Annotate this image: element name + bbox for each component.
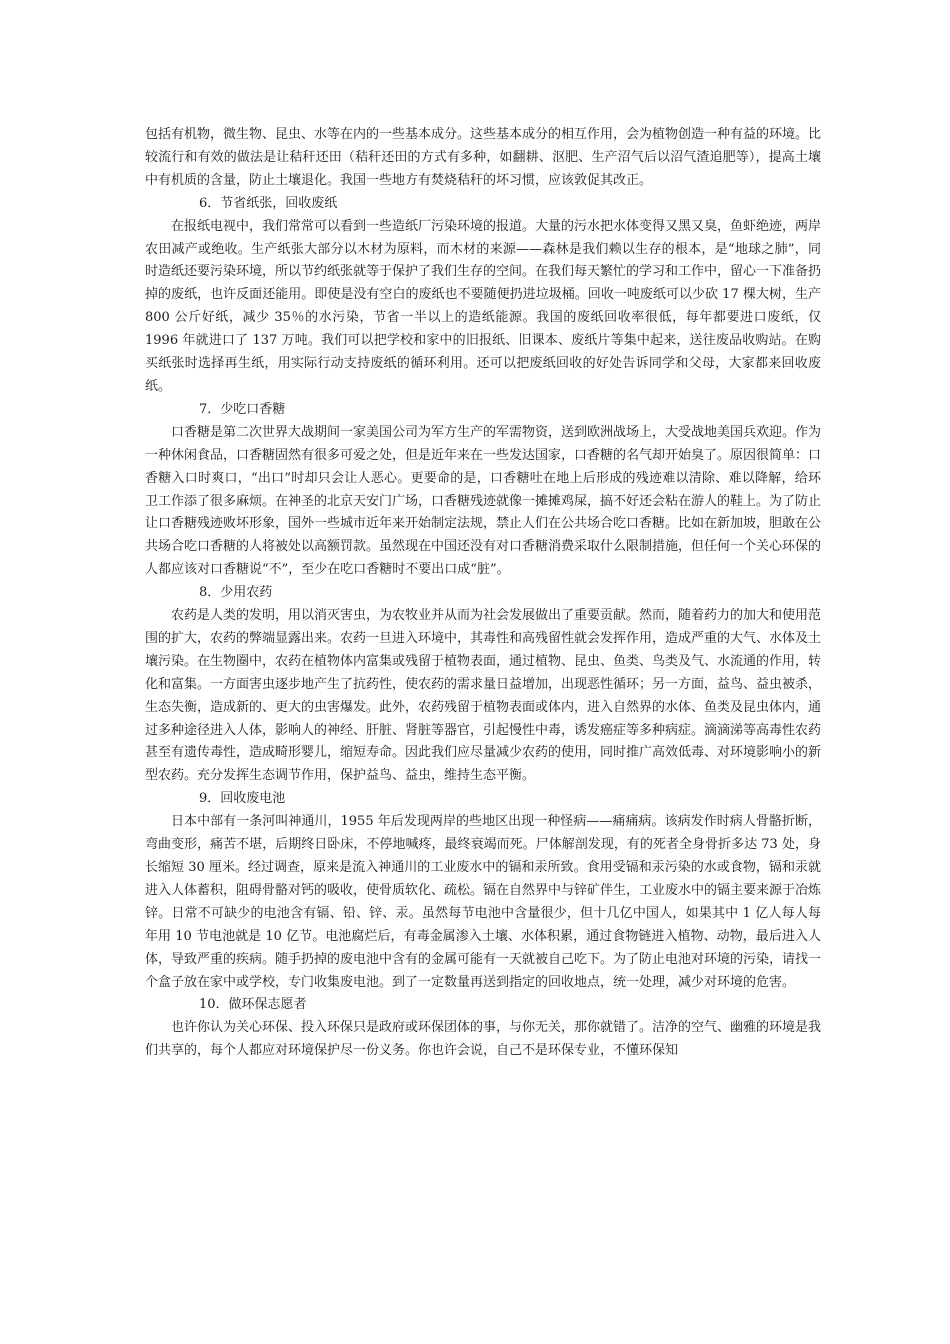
document-page (145, 124, 821, 1063)
heading-volunteer: 10．做环保志愿者 (199, 997, 307, 1013)
heading-pesticides: 8．少用农药 (199, 585, 273, 601)
paragraph-volunteer: 也许你认为关心环保、投入环保只是政府或环保团体的事，与你无关，那你就错了。洁净的空气、幽雅的环境是我们共享的，每个人都应对环境保护尽一份义务。你也许会说，自己不是环保专业，不懂环保知 (145, 1020, 822, 1059)
paragraph-pesticides: 农药是人类的发明，用以消灭害虫，为农牧业并从而为社会发展做出了重要贡献。然而，随着药力的加大和使用范围的扩大，农药的弊端显露出来。农药一旦进入环境中，其毒性和高残留性就会发挥作用，造成严重的大气、水体及土壤污染。在生物圈中，农药在植物体内富集或残留于植物表面，通过植物、昆虫、鱼类、鸟类及气、水流通的作用，转化和富集。一方面害虫逐步地产生了抗药性，使农药的需求量日益增加，出现恶性循环；另一方面，益鸟、益虫被杀，生态失衡，造成新的、更大的虫害爆发。此外，农药残留于植物表面或体内，进入自然界的水体、鱼类及昆虫体内，通过多种途径进入人体，影响人的神经、肝脏、肾脏等器官，引起慢性中毒，诱发癌症等多种病症。滴滴涕等高毒性农药甚至有遗传毒性，造成畸形婴儿，缩短寿命。因此我们应尽量减少农药的使用，同时推广高效低毒、对环境影响小的新型农药。充分发挥生态调节作用，保护益鸟、益虫，维持生态平衡。 (145, 608, 822, 784)
paragraph-straw-return: 包括有机物，微生物、昆虫、水等在内的一些基本成分。这些基本成分的相互作用，会为植物创造一种有益的环境。比较流行和有效的做法是让秸秆还田（秸秆还田的方式有多种，如翻耕、沤肥、生产沼气后以沼气渣追肥等），提高土壤中有机质的含量，防止土壤退化。我国一些地方有焚烧秸秆的坏习惯，应该敦促其改正。 (145, 127, 822, 188)
paragraph-batteries: 日本中部有一条河叫神通川，1955 年后发现两岸的些地区出现一种怪病——痛痛病。该病发作时病人骨骼折断，弯曲变形，痛苦不堪，后期终日卧床，不停地喊疼，最终衰竭而死。尸体解剖发现，有的死者全身骨折多达 73 处，身长缩短 30 厘米。经过调查，原来是流入神通川的工业废水中的镉和汞所致。食用受镉和汞污染的水或食物，镉和汞就进入人体蓄积，阻碍骨骼对钙的吸收，使骨质软化、疏松。镉在自然界中与锌矿伴生，工业废水中的镉主要来源于冶炼锌。日常不可缺少的电池含有镉、铅、锌、汞。虽然每节电池中含量很少，但十几亿中国人，如果其中 1 亿人每人每年用 10 节电池就是 10 亿节。电池腐烂后，有毒金属渗入土壤、水体积累，通过食物链进入植物、动物，最后进入人体，导致严重的疾病。随手扔掉的废电池中含有的金属可能有一天就被自己吃下。为了防止电池对环境的污染，请找一个盒子放在家中或学校，专门收集废电池。到了一定数量再送到指定的回收地点，统一处理，减少对环境的危害。 (145, 814, 822, 990)
paragraph-save-paper: 在报纸电视中，我们常常可以看到一些造纸厂污染环境的报道。大量的污水把水体变得又黑又臭，鱼虾绝迹，两岸农田减产或绝收。生产纸张大部分以木材为原料，而木材的来源——森林是我们赖以生存的根本，是“地球之肺”，同时造纸还要污染环境，所以节约纸张就等于保护了我们生存的空间。在我们每天繁忙的学习和工作中，留心一下准备扔掉的废纸，也许反面还能用。即使是没有空白的废纸也不要随便扔进垃圾桶。回收一吨废纸可以少砍 17 棵大树，生产 800 公斤好纸，减少 35％的水污染，节省一半以上的造纸能源。我国的废纸回收率很低，每年都要进口废纸，仅 1996 年就进口了 137 万吨。我们可以把学校和家中的旧报纸、旧课本、废纸片等集中起来，送往废品收购站。在购买纸张时选择再生纸，用实际行动支持废纸的循环利用。还可以把废纸回收的好处告诉同学和父母，大家都来回收废纸。 (145, 218, 822, 394)
heading-batteries: 9．回收废电池 (199, 791, 286, 807)
paragraph-chewing-gum: 口香糖是第二次世界大战期间一家美国公司为军方生产的军需物资，送到欧洲战场上，大受战地美国兵欢迎。作为一种休闲食品，口香糖固然有很多可爱之处，但是近年来在一些发达国家，口香糖的名气却开始臭了。原因很简单：口香糖入口时爽口，“出口”时却只会让人恶心。更要命的是，口香糖吐在地上后形成的残迹难以清除、难以降解，给环卫工作添了很多麻烦。在神圣的北京天安门广场，口香糖残迹就像一摊摊鸡屎，搞不好还会粘在游人的鞋上。为了防止让口香糖残迹败坏形象，国外一些城市近年来开始制定法规，禁止人们在公共场合吃口香糖。比如在新加坡，胆敢在公共场合吃口香糖的人将被处以高额罚款。虽然现在中国还没有对口香糖消费采取什么限制措施，但任何一个关心环保的人都应该对口香糖说“不”，至少在吃口香糖时不要出口成“脏”。 (145, 424, 822, 578)
heading-chewing-gum: 7．少吃口香糖 (199, 401, 286, 417)
heading-save-paper: 6．节省纸张，回收废纸 (199, 195, 338, 211)
